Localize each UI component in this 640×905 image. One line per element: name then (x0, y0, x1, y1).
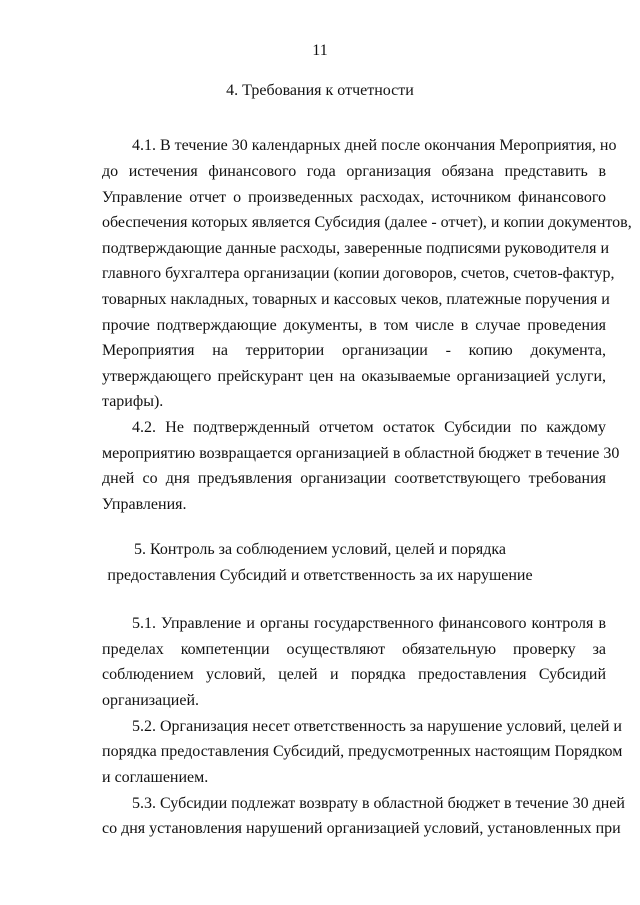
paragraph-line: обеспечения которых является Субсидия (далее - отчет), и копии документов, (102, 214, 632, 231)
section-5-heading (0, 537, 640, 588)
paragraph-line: главного бухгалтера организации (копии договоров, счетов, счетов-фактур, (102, 265, 615, 282)
paragraph-line: 5.2. Организация несет ответственность за нарушение условий, целей и (132, 718, 622, 735)
paragraph-line: прочие подтверждающие документы, в том числе в случае проведения (102, 317, 606, 334)
paragraph-line: Управление отчет о произведенных расходах, источником финансового (102, 189, 606, 206)
section-5-heading-line: 5. Контроль за соблюдением условий, целей и порядка (133, 541, 506, 558)
paragraph-line: и соглашением. (102, 769, 209, 786)
section-5-heading-line: предоставления Субсидий и ответственность за их нарушение (107, 566, 533, 584)
paragraph-line: товарных накладных, товарных и кассовых чеков, платежные поручения и (102, 291, 610, 308)
section-4-heading: 4. Требования к отчетности (226, 82, 414, 99)
paragraph-line: утверждающего прейскурант цен на оказываемые организацией услуги, (102, 368, 606, 385)
paragraph-line: организацией. (102, 692, 199, 709)
paragraph-line: мероприятию возвращается организацией в областной бюджет в течение 30 (102, 445, 620, 462)
paragraph-line: 4.1. В течение 30 календарных дней после окончания Мероприятия, но (132, 137, 617, 154)
paragraph-line: дней со дня предъявления организации соответствующего требования (102, 470, 606, 487)
paragraph-line: тарифы). (102, 393, 164, 410)
paragraph-line: порядка предоставления Субсидий, предусмотренных настоящим Порядком (102, 743, 623, 760)
paragraph-line: пределах компетенции осуществляют обязательную проверку за (102, 641, 606, 658)
paragraph-line: соблюдением условий, целей и порядка предоставления Субсидий (102, 666, 606, 683)
page-number: 11 (312, 42, 328, 59)
paragraph-line: до истечения финансового года организация обязана представить в (102, 163, 606, 180)
paragraph-line: 5.3. Субсидии подлежат возврату в областной бюджет в течение 30 дней (132, 795, 625, 812)
paragraph-line: со дня установления нарушений организацией условий, установленных при (102, 820, 621, 837)
paragraph-line: Управления. (102, 496, 187, 513)
paragraph-line: Мероприятия на территории организации - копию документа, (102, 342, 606, 359)
paragraph-line: 5.1. Управление и органы государственного финансового контроля в (132, 615, 606, 632)
paragraph-line: подтверждающие данные расходы, заверенные подписями руководителя и (102, 240, 610, 257)
paragraph-line: 4.2. Не подтвержденный отчетом остаток Субсидии по каждому (132, 419, 606, 436)
